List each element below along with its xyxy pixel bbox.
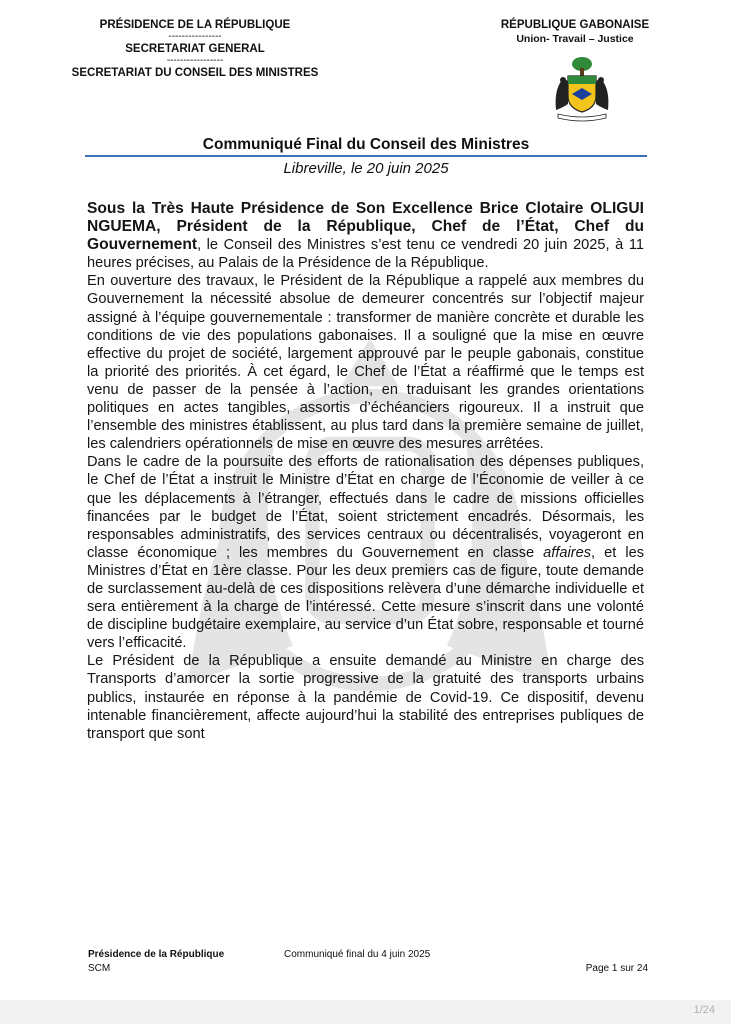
issuer-secretariat-general: SECRETARIAT GENERAL (125, 43, 265, 55)
republic-name: RÉPUBLIQUE GABONAISE (500, 19, 650, 31)
intro-rest: , le Conseil des Ministres s’est tenu ce vendredi 20 juin 2025, à 11 heures précises, au Palais de la Présidence de la République. (87, 237, 644, 272)
issuer-block (60, 18, 330, 80)
republic-block (490, 18, 660, 46)
footer-organization: Présidence de la République (88, 949, 225, 960)
issuer-council-secretariat: SECRETARIAT DU CONSEIL DES MINISTRES (71, 67, 319, 79)
footer-unit: SCM (88, 963, 111, 974)
footer-document-reference: Communiqué final du 4 juin 2025 (284, 949, 431, 960)
issuer-separator: ----------------- (166, 55, 224, 66)
paragraph-transport: Le Président de la République a ensuite demandé au Ministre en charge des Transports d’amorcer la sortie progressive de la gratuité des transports urbains publics, instaurée en réponse à la pandémie de Covid-19. Ce dispositif, devenu intenable financièrement, affecte aujourd’hui la stabilité des entreprises publiques de transport que sont (87, 653, 644, 742)
document-body (87, 200, 644, 743)
republic-motto: Union- Travail – Justice (516, 33, 634, 45)
travel-policy-part2: , et les Ministres d’État en 1ère classe. Pour les deux premiers cas de figure, toute demande de surclassement au-delà de ces dispositions relèvera d’une démarche individuelle et sera entièrement à la charge de l’intéressé. Cette mesure s’inscrit dans une volonté de discipline budgétaire exemplaire, au service d’un État sobre, responsable et tourné vers l’efficacité. (87, 544, 644, 652)
document-title: Communiqué Final du Conseil des Ministres (202, 136, 530, 153)
travel-policy-italic: affaires (543, 544, 592, 561)
footer-page-number: Page 1 sur 24 (585, 963, 648, 974)
intro-bold-lead: Sous la Très Haute Présidence de Son Excellence Brice Clotaire OLIGUI NGUEMA, Président de la République, Chef de l’État, Chef du Gouvernement (87, 200, 644, 254)
paragraph-intro (87, 200, 644, 272)
issuer-presidency: PRÉSIDENCE DE LA RÉPUBLIQUE (99, 19, 291, 31)
travel-policy-part1: Dans le cadre de la poursuite des efforts de rationalisation des dépenses publiques, le Chef de l’État a instruit le Ministre d’État en charge de l’Économie de veiller à ce que les déplacements à l’étranger, effectués dans le cadre de missions officielles financées par le budget de l’État, soient strictement encadrés. Désormais, les responsables administratifs, des services centraux ou décentralisés, voyageront en classe économique ; les membres du Gouvernement en classe (87, 454, 644, 561)
paragraph-travel-policy (87, 453, 644, 652)
document-dateline: Libreville, le 20 juin 2025 (283, 160, 449, 177)
viewer-bottom-bar (0, 1000, 731, 1024)
gabon-coat-of-arms-icon (548, 54, 616, 122)
paragraph-opening: En ouverture des travaux, le Président de la République a rappelé aux membres du Gouvernement la nécessité absolue de demeurer concentrés sur l’objectif majeur assigné à l’équipe gouvernementale : transformer de manière concrète et durable les conditions de vie des populations gabonaises. Il a souligné que la mise en œuvre effective du projet de société, largement approuvé par le peuple gabonais, constitue la priorité des priorités. À cet égard, le Chef de l’État a réaffirmé que le temps est venu de passer de la pensée à l’action, en traduisant les grandes orientations politiques en actes tangibles, assortis d’échéanciers rigoureux. Il a instruit que l’ensemble des ministres établissent, au plus tard dans la première semaine de juillet, les calendriers opérationnels de mise en œuvre des mesures arrêtées. (87, 273, 644, 453)
title-underline (85, 155, 647, 157)
viewer-page-counter: 1/24 (693, 1004, 715, 1016)
issuer-separator: ---------------- (168, 31, 222, 42)
